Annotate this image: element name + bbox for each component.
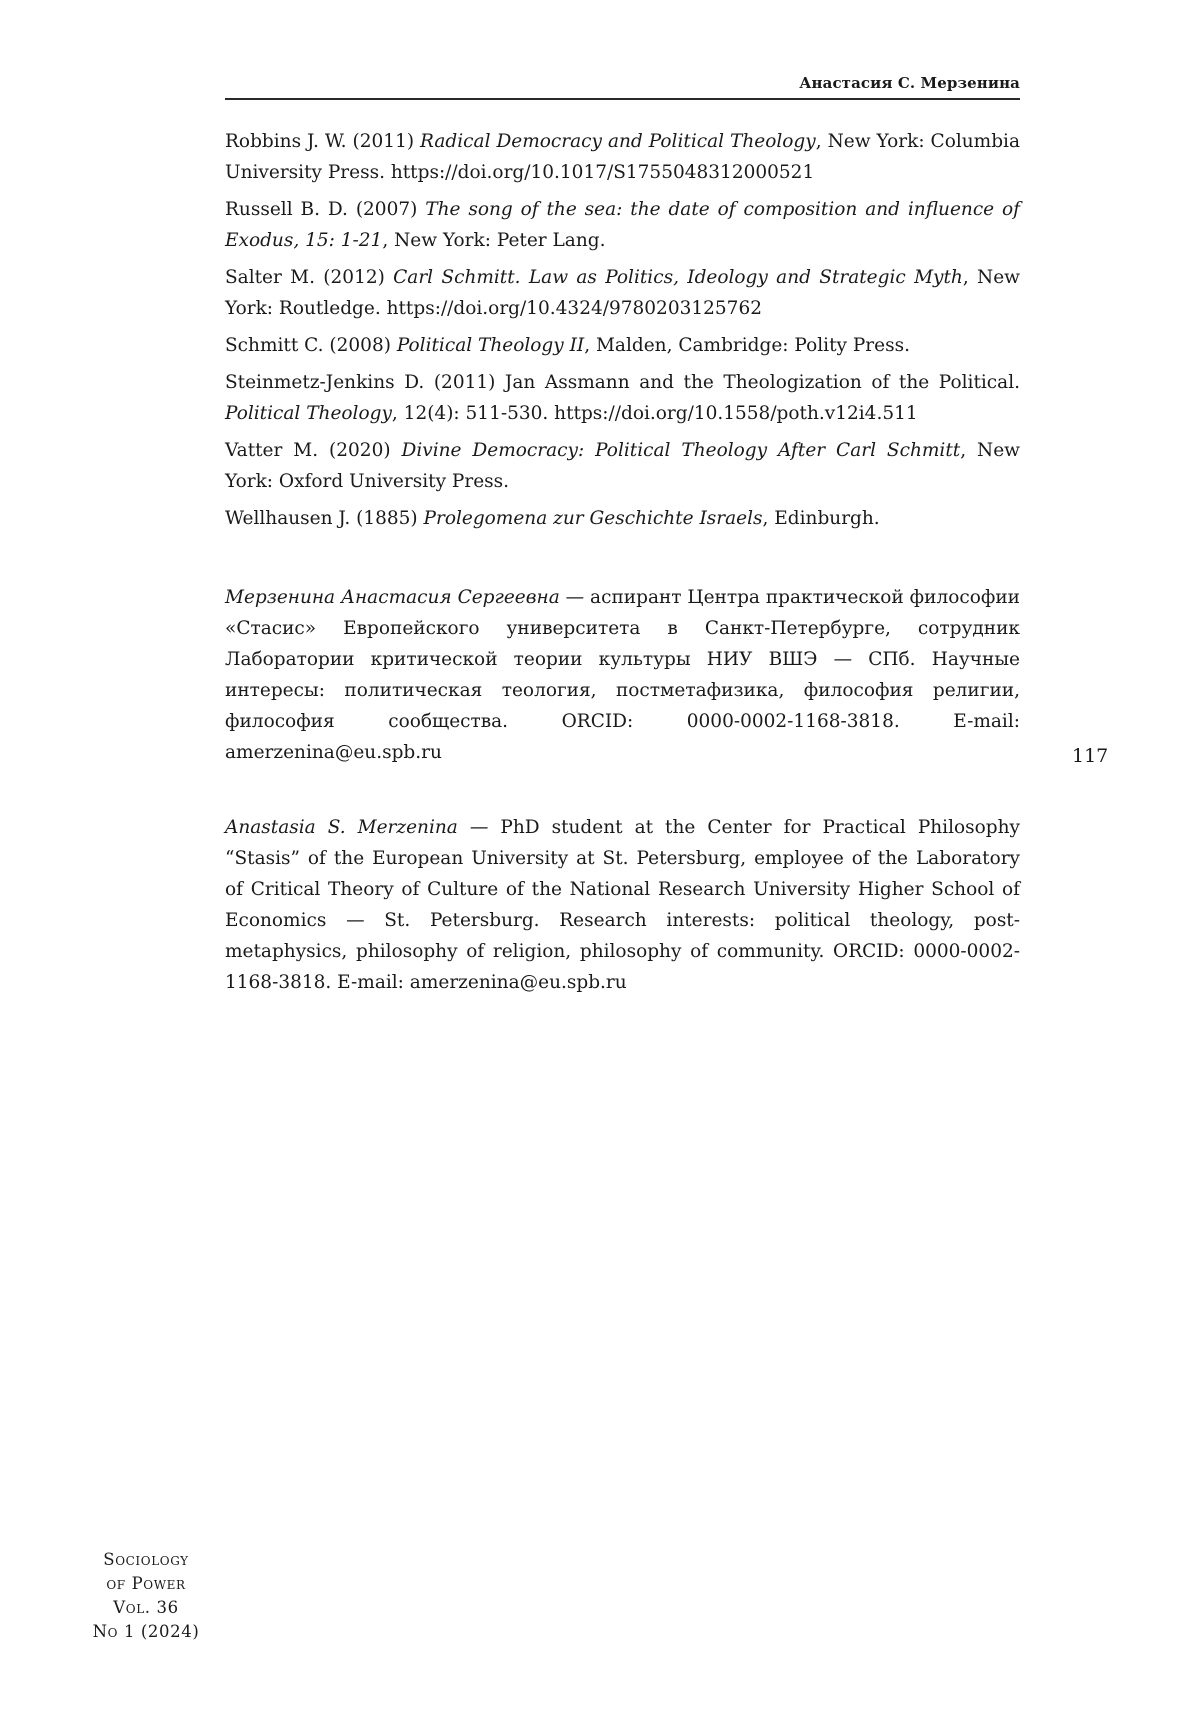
reference-item [225,262,1020,324]
reference-suffix: , New York: Columbia University Press. https://doi.org/10.1017/S1755048312000521 [225,131,1020,183]
reference-prefix: Steinmetz-Jenkins D. (2011) Jan Assmann and the Theologization of the Political. [225,372,1020,393]
reference-prefix: Schmitt C. (2008) [225,335,397,356]
reference-item [225,126,1020,188]
reference-title: Carl Schmitt. Law as Politics, Ideology and Strategic Myth [393,267,963,288]
journal-volume: Vol. 36 [113,1598,179,1617]
reference-item [225,330,1020,361]
reference-suffix: , New York: Peter Lang. [382,230,606,251]
reference-item [225,367,1020,429]
author-bio-russian [225,582,1020,768]
page-number: 117 [1072,745,1109,767]
reference-suffix: , Edinburgh. [762,508,880,529]
reference-prefix: Salter M. (2012) [225,267,394,288]
reference-prefix: Russell B. D. (2007) [225,199,426,220]
reference-item [225,194,1020,256]
reference-suffix: , New York: Routledge. https://doi.org/10.4324/9780203125762 [225,267,1020,319]
reference-item [225,503,1020,534]
journal-name-line-1: Sociology [103,1550,189,1569]
reference-title: Political Theology [225,403,392,424]
reference-title: The song of the sea: the date of composition and influence of Exodus, 15: 1-21 [225,199,1021,251]
author-name-english: Anastasia S. Merzenina [225,817,458,838]
reference-list [225,126,1020,540]
reference-prefix: Wellhausen J. (1885) [225,508,424,529]
author-bio-text-english: — PhD student at the Center for Practical Philosophy “Stasis” of the European University at St. Petersburg, employee of the Laboratory of Critical Theory of Culture of the National Research University Higher School of Economics — St. Petersburg. Research interests: political theology, post-metaphysics, philosophy of religion, philosophy of community. ORCID: 0000-0002-1168-3818. E-mail: amerzenina@eu.spb.ru [225,817,1020,993]
journal-info [80,1548,212,1644]
journal-name-line-2: of Power [106,1574,186,1593]
journal-issue: No 1 (2024) [92,1622,200,1641]
reference-item [225,435,1020,497]
running-header [225,72,1020,100]
running-title: Анастасия С. Мерзенина [799,74,1020,92]
author-bio-text-russian: — аспирант Центра практической философии «Стасис» Европейского университета в Санкт-Петербурге, сотрудник Лаборатории критической теории культуры НИУ ВШЭ — СПб. Научные интересы: политическая теология, постметафизика, философия религии, философия сообщества. ORCID: 0000-0002-1168-3818. E-mail: amerzenina@eu.spb.ru [225,587,1020,763]
reference-title: Radical Democracy and Political Theology [420,131,816,152]
reference-suffix: , 12(4): 511-530. https://doi.org/10.1558/poth.v12i4.511 [391,403,918,424]
reference-title: Prolegomena zur Geschichte Israels [423,508,763,529]
reference-prefix: Vatter M. (2020) [225,440,402,461]
author-bio-english [225,812,1020,998]
reference-title: Political Theology II [396,335,585,356]
reference-prefix: Robbins J. W. (2011) [225,131,421,152]
reference-suffix: , New York: Oxford University Press. [225,440,1021,492]
author-name-russian: Мерзенина Анастасия Сергеевна [225,587,560,608]
reference-suffix: , Malden, Cambridge: Polity Press. [584,335,910,356]
reference-title: Divine Democracy: Political Theology After Carl Schmitt [401,440,961,461]
